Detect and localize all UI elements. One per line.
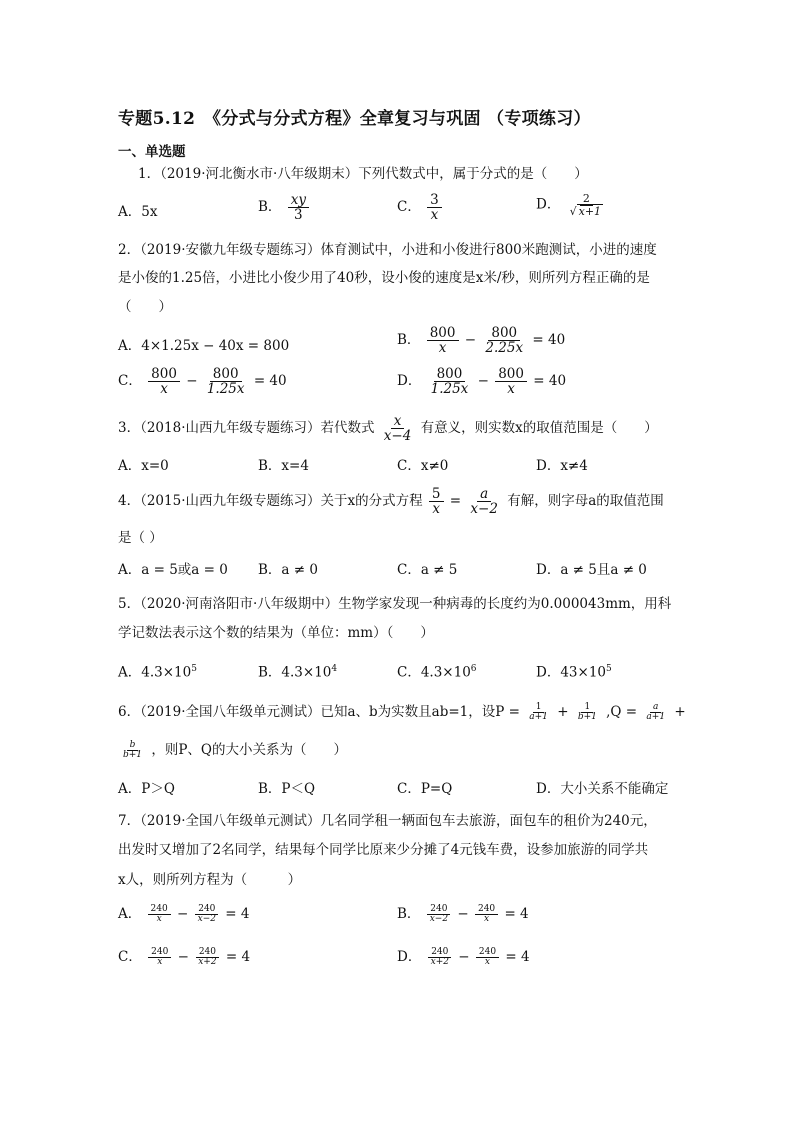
fraction-numerator: 5 xyxy=(429,487,444,502)
q5-line-1: 5．（2020·河南洛阳市·八年级期中）生物学家发现一种病毒的长度约为0.000043mm，用科 xyxy=(118,596,672,612)
fraction-denominator: x−2 xyxy=(470,501,498,518)
fraction-denominator: 3 xyxy=(294,207,303,224)
fraction-denominator: b+1 xyxy=(577,712,597,722)
fraction-numerator: 1 xyxy=(581,703,593,713)
fraction-numerator: x xyxy=(391,414,405,429)
equation-rhs: = 40 xyxy=(532,332,566,349)
q7-option-d xyxy=(397,947,530,967)
fraction-numerator: 800 xyxy=(495,367,527,382)
option-text: C．4.3×10 xyxy=(397,664,471,681)
fraction-denominator: x+1 xyxy=(578,204,602,218)
q2-line-1: 2．（2019·安徽九年级专题练习）体育测试中，小进和小俊进行800米跑测试，小进的速度 xyxy=(118,242,657,258)
stem-text: 3．（2018·山西九年级专题练习）若代数式 xyxy=(118,420,375,437)
q2-option-c xyxy=(118,367,287,396)
section-heading: 一、单选题 xyxy=(118,144,186,160)
stem-text: 6．（2019·全国八年级单元测试）已知a、b为实数且ab=1，设P = xyxy=(118,704,520,720)
option-label: D． xyxy=(536,196,561,213)
q1-option-b xyxy=(258,193,311,222)
fraction-denominator: x−2 xyxy=(197,914,216,924)
q2-option-a: A．4×1.25x − 40x = 800 xyxy=(118,338,290,354)
fraction-numerator: 240 xyxy=(195,905,218,915)
equation-rhs: = 40 xyxy=(533,373,567,390)
fraction-numerator: 240 xyxy=(427,905,450,915)
stem-text: ，则P、Q的大小关系为（ ） xyxy=(151,742,347,758)
fraction-denominator: x xyxy=(432,501,441,518)
fraction-numerator: 800 xyxy=(427,326,459,341)
q4-option-d: D．a ≠ 5且a ≠ 0 xyxy=(536,562,647,578)
plus-sign: + xyxy=(557,704,569,720)
fraction-numerator: 240 xyxy=(148,905,171,915)
q7-line-3: x人，则所列方程为（ ） xyxy=(118,872,302,888)
q4-option-b: B．a ≠ 0 xyxy=(258,562,318,578)
fraction-numerator: 2 xyxy=(580,193,593,206)
q2-option-d xyxy=(397,367,566,396)
fraction-numerator: 800 xyxy=(148,367,180,382)
plus-sign: + xyxy=(674,704,686,720)
q5-option-b xyxy=(258,659,337,683)
equation-rhs: = 4 xyxy=(225,906,250,922)
q4-line-2: 是（ ） xyxy=(118,530,163,546)
exponent: 4 xyxy=(331,664,338,674)
option-text: B．4.3×10 xyxy=(258,664,332,681)
q3-option-d: D．x≠4 xyxy=(536,458,588,474)
minus-sign: − xyxy=(457,906,469,922)
q2-line-3: （ ） xyxy=(118,299,172,315)
fraction-numerator: 800 xyxy=(434,367,466,382)
q4-option-a: A．a = 5或a = 0 xyxy=(118,562,228,578)
equation-rhs: = 4 xyxy=(504,906,529,922)
exponent: 6 xyxy=(470,664,477,674)
fraction-denominator: 1.25x xyxy=(206,381,245,398)
stem-text: ,Q = xyxy=(606,704,638,720)
q6-option-d: D．大小关系不能确定 xyxy=(536,781,669,797)
fraction-numerator: 240 xyxy=(148,948,171,958)
fraction-numerator: 3 xyxy=(427,193,442,208)
q4-option-c: C．a ≠ 5 xyxy=(397,562,458,578)
q4-stem xyxy=(118,487,664,516)
minus-sign: − xyxy=(177,949,189,965)
fraction-numerator: xy xyxy=(288,193,309,208)
minus-sign: − xyxy=(186,373,198,390)
fraction-denominator: a+1 xyxy=(646,712,666,722)
q7-option-b xyxy=(397,904,529,924)
option-label: B． xyxy=(397,906,421,922)
q2-option-b xyxy=(397,326,565,355)
minus-sign: − xyxy=(477,373,489,390)
option-label: C． xyxy=(118,373,142,390)
q3-option-a: A．x=0 xyxy=(118,458,169,474)
fraction-denominator: x+2 xyxy=(198,957,217,967)
q6-option-b: B．P＜Q xyxy=(258,781,316,797)
minus-sign: − xyxy=(464,332,477,349)
q1-option-c xyxy=(397,193,444,222)
minus-sign: − xyxy=(458,949,470,965)
fraction-denominator: a+1 xyxy=(529,712,548,722)
q1-option-d: D． $\frac{2}{√ x+1}$ xyxy=(536,192,602,218)
q6-option-c: C．P=Q xyxy=(397,781,453,797)
fraction-numerator: 800 xyxy=(488,326,520,341)
option-label: B． xyxy=(397,332,421,349)
q6-option-a: A．P＞Q xyxy=(118,781,175,797)
q3-option-c: C．x≠0 xyxy=(397,458,449,474)
q7-line-1: 7．（2019·全国八年级单元测试）几名同学租一辆面包车去旅游，面包车的租价为240元， xyxy=(118,813,657,829)
minus-sign: − xyxy=(177,906,189,922)
option-label: D． xyxy=(397,373,422,390)
fraction-denominator: x−4 xyxy=(383,428,412,445)
stem-text: 有意义，则实数x的取值范围是（ ） xyxy=(420,420,658,437)
q5-option-a xyxy=(118,659,197,683)
q5-line-2: 学记数法表示这个数的结果为（单位：mm）（ ） xyxy=(118,625,434,641)
exponent: 5 xyxy=(191,664,197,674)
fraction-numerator: 240 xyxy=(476,948,499,958)
q2-line-2: 是小俊的1.25倍，小进比小俊少用了40秒，设小俊的速度是x米/秒，则所列方程正确的是 xyxy=(118,270,650,286)
fraction-numerator: a xyxy=(650,703,661,713)
fraction-numerator: 1 xyxy=(533,703,545,713)
fraction-denominator: x xyxy=(507,381,515,398)
option-text: A．4.3×10 xyxy=(118,664,192,681)
fraction-denominator: x+2 xyxy=(430,957,449,967)
q1-stem: 1．（2019·河北衡水市·八年级期末）下列代数式中，属于分式的是（ ） xyxy=(138,166,588,182)
fraction-denominator: 1.25x xyxy=(430,381,469,398)
fraction-denominator: x xyxy=(156,914,162,924)
fraction-numerator: 240 xyxy=(475,905,498,915)
option-label: C． xyxy=(397,199,421,216)
stem-text: 4．（2015·山西九年级专题练习）关于x的分式方程 xyxy=(118,493,423,510)
q6-stem xyxy=(118,702,686,722)
fraction-denominator: x xyxy=(484,914,490,924)
q7-line-2: 出发时又增加了2名同学，结果每个同学比原来少分摊了4元钱车费，设参加旅游的同学共 xyxy=(118,842,649,858)
fraction-denominator: 2.25x xyxy=(485,340,524,357)
fraction-denominator: x xyxy=(430,207,439,224)
fraction-denominator: x xyxy=(160,381,168,398)
fraction-denominator: x xyxy=(157,957,163,967)
exponent: 5 xyxy=(606,664,612,674)
fraction-numerator: 240 xyxy=(196,948,219,958)
option-label: B． xyxy=(258,199,282,216)
q3-option-b: B．x=4 xyxy=(258,458,309,474)
fraction-denominator: x xyxy=(484,957,490,967)
q6-stem-continued xyxy=(118,740,347,760)
equation-rhs: = 40 xyxy=(253,373,287,390)
option-label: D． xyxy=(397,949,422,965)
option-text: D．43×10 xyxy=(536,664,606,681)
option-label: A． xyxy=(118,906,142,922)
fraction-numerator: 240 xyxy=(428,948,451,958)
q7-option-a xyxy=(118,904,249,924)
equation-rhs: = 4 xyxy=(225,949,251,965)
fraction-numerator: b xyxy=(127,741,139,751)
fraction-numerator: 800 xyxy=(210,367,242,382)
fraction-denominator: b+1 xyxy=(123,750,143,760)
fraction-numerator: a xyxy=(477,487,491,502)
stem-text: 有解，则字母a的取值范围 xyxy=(507,493,664,510)
option-label: C． xyxy=(118,949,142,965)
q7-option-c xyxy=(118,947,250,967)
q3-stem xyxy=(118,414,658,443)
document-title: 专题5.12 《分式与分式方程》全章复习与巩固 （专项练习） xyxy=(118,109,591,129)
q5-option-c xyxy=(397,659,477,683)
q1-option-a: A．5x xyxy=(118,204,158,220)
equation-rhs: = 4 xyxy=(505,949,530,965)
q5-option-d xyxy=(536,659,612,683)
equals-sign: = xyxy=(449,493,462,510)
fraction-denominator: x−2 xyxy=(429,914,449,924)
fraction-denominator: x xyxy=(438,340,447,357)
